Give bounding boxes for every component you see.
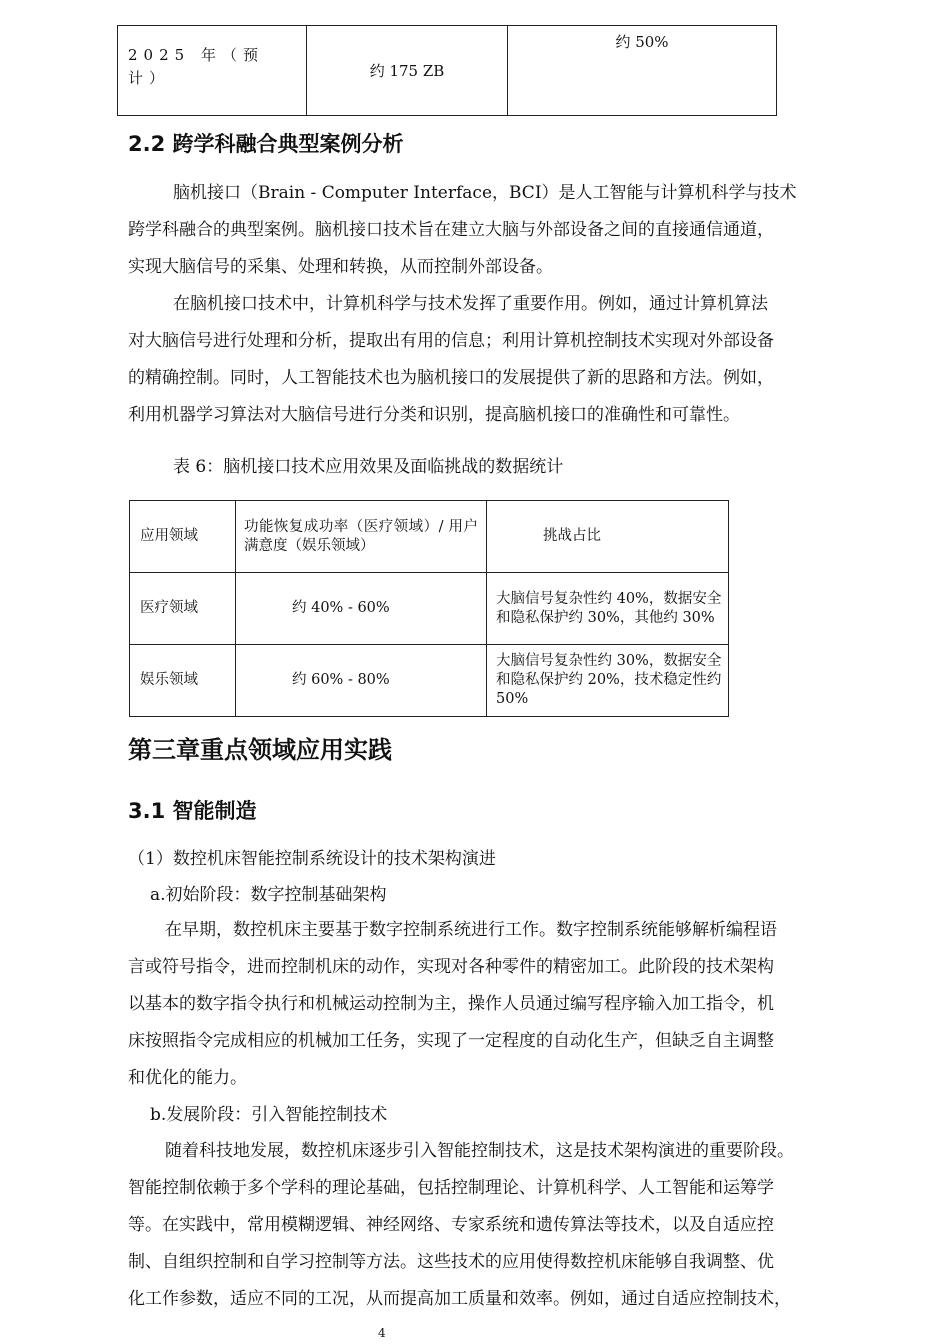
table-cell-rate: 约 40% - 60%: [236, 573, 487, 645]
paragraph-line: 的精确控制。同时，人工智能技术也为脑机接口的发展提供了新的思路和方法。例如，: [128, 368, 774, 388]
table-cell-field: 医疗领域: [130, 573, 236, 645]
list-item-heading: （1）数控机床智能控制系统设计的技术架构演进: [128, 849, 496, 869]
subheading-b: b.发展阶段：引入智能控制技术: [150, 1105, 388, 1125]
page-number: 4: [378, 1326, 386, 1340]
table-cell-rate: 约 60% - 80%: [236, 645, 487, 717]
table-cell-challenges: 大脑信号复杂性约 40%，数据安全和隐私保护约 30%，其他约 30%: [487, 573, 729, 645]
paragraph-line: 在脑机接口技术中，计算机科学与技术发挥了重要作用。例如，通过计算机算法: [173, 294, 768, 314]
paragraph-line: 随着科技地发展，数控机床逐步引入智能控制技术，这是技术架构演进的重要阶段。: [165, 1141, 794, 1161]
paragraph-line: 化工作参数，适应不同的工况，从而提高加工质量和效率。例如，通过自适应控制技术，: [128, 1289, 791, 1309]
paragraph-line: 利用机器学习算法对大脑信号进行分类和识别，提高脑机接口的准确性和可靠性。: [128, 405, 740, 425]
paragraph-development-stage: [128, 1133, 873, 1318]
table-caption: 表 6：脑机接口技术应用效果及面临挑战的数据统计: [173, 457, 564, 477]
table-cell-challenges: 大脑信号复杂性约 30%，数据安全和隐私保护约 20%，技术稳定性约 50%: [487, 645, 729, 717]
paragraph-line: 等。在实践中，常用模糊逻辑、神经网络、专家系统和遗传算法等技术，以及自适应控: [128, 1215, 774, 1235]
table-cell-share: 约 50%: [508, 26, 777, 116]
paragraph-line: 和优化的能力。: [128, 1068, 247, 1088]
table-header-challenges: 挑战占比: [487, 501, 729, 573]
data-volume-table-fragment: [117, 25, 777, 116]
paragraph-line: 床按照指令完成相应的机械加工任务，实现了一定程度的自动化生产，但缺乏自主调整: [128, 1031, 774, 1051]
paragraph-line: 智能控制依赖于多个学科的理论基础，包括控制理论、计算机科学、人工智能和运筹学: [128, 1178, 774, 1198]
paragraph-initial-stage: [128, 912, 868, 1097]
paragraph-line: 言或符号指令，进而控制机床的动作，实现对各种零件的精密加工。此阶段的技术架构: [128, 957, 774, 977]
table-cell-year: 2025 年（预计）: [118, 26, 307, 116]
chapter-title: 第三章重点领域应用实践: [128, 736, 392, 764]
paragraph-line: 跨学科融合的典型案例。脑机接口技术旨在建立大脑与外部设备之间的直接通信通道，: [128, 220, 774, 240]
table-header-success-rate: 功能恢复成功率（医疗领域）/ 用户满意度（娱乐领域）: [236, 501, 487, 573]
paragraph-line: 在早期，数控机床主要基于数字控制系统进行工作。数字控制系统能够解析编程语: [165, 920, 777, 940]
paragraph-bci-intro: [128, 175, 868, 286]
paragraph-line: 对大脑信号进行处理和分析，提取出有用的信息；利用计算机控制技术实现对外部设备: [128, 331, 774, 351]
paragraph-bci-cs-role: [128, 286, 868, 434]
table-cell-field: 娱乐领域: [130, 645, 236, 717]
paragraph-line: 实现大脑信号的采集、处理和转换，从而控制外部设备。: [128, 257, 553, 277]
subheading-a: a.初始阶段：数字控制基础架构: [150, 885, 387, 905]
table-header-field: 应用领域: [130, 501, 236, 573]
bci-statistics-table: [129, 500, 729, 717]
section-heading-2-2: 2.2 跨学科融合典型案例分析: [128, 132, 404, 156]
paragraph-line: 以基本的数字指令执行和机械运动控制为主，操作人员通过编写程序输入加工指令，机: [128, 994, 774, 1014]
table-cell-volume: 约 175 ZB: [307, 26, 508, 116]
section-heading-3-1: 3.1 智能制造: [128, 799, 257, 823]
paragraph-line: 制、自组织控制和自学习控制等方法。这些技术的应用使得数控机床能够自我调整、优: [128, 1252, 774, 1272]
paragraph-line: 脑机接口（Brain - Computer Interface，BCI）是人工智能与计算机科学与技术: [173, 183, 797, 203]
